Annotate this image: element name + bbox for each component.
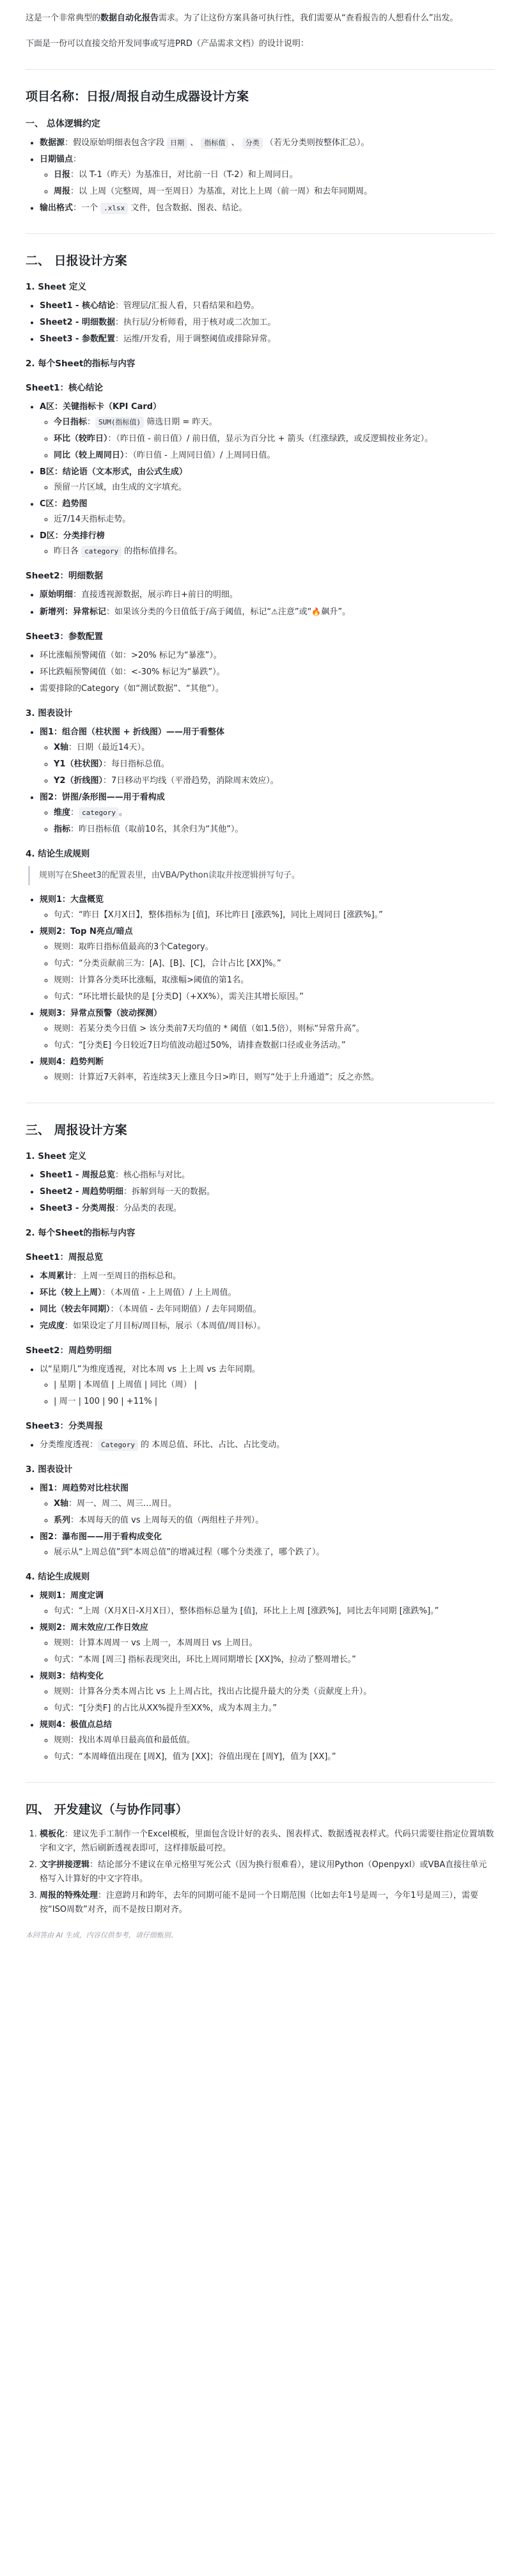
sheet-heading: Sheet3：参数配置: [26, 632, 103, 642]
list-item: • Sheet3 - 参数配置：运维/开发看，用于调整阈值或排除异常。: [40, 332, 495, 346]
sheet-heading: Sheet1：核心结论: [26, 383, 103, 393]
list-item: • 图2：饼图/条形图——用于看构成 ◦ 维度： category 。 ◦ 指标：昨日指标值（取前10名，其余归为“其他”）。: [40, 791, 495, 837]
list-item: ◦ 周报：以 上周（完整周，周一至周日）为基准，对比上上周（前一周）和去年同期周。: [54, 185, 495, 199]
list-item: ◦ 句式：“[分类E] 今日较近7日均值波动超过50%，请排查数据口径或业务活动。”: [54, 1039, 495, 1053]
blockquote: 规则写在Sheet3的配置表里，由VBA/Python读取并按逻辑拼写句子。: [28, 866, 495, 885]
list-item: • 图2：瀑布图——用于看构成变化 ◦ 展示从“上周总值”到“本周总值”的增减过程（哪个分类涨了，哪个跌了）。: [40, 1530, 495, 1560]
list-item: • 图1：周趋势对比柱状图 ◦ X轴：周一、周二、周三…周日。 ◦ 系列：本周每天的值 vs 上周每天的值（两组柱子并列）。: [40, 1482, 495, 1528]
sheet-heading: Sheet2：周趋势明细: [26, 1346, 112, 1356]
divider: [26, 69, 495, 70]
inline-code: 日期: [167, 137, 187, 149]
ai-disclaimer: 本回答由 AI 生成，内容仅供参考，请仔细甄别。: [26, 1931, 178, 1939]
warning-icon: ⚠: [271, 607, 278, 616]
list-item: • Sheet3 - 分类周报：分品类的表现。: [40, 1202, 495, 1216]
list-item: 1. 模板化：建议先手工制作一个Excel模板，里面包含设计好的表头、图表样式、数据透视表样式。代码只需要往指定位置填数字和文字，然后刷新透视表即可，这样排版最可控。: [40, 1827, 495, 1856]
inline-code: SUM(指标值): [95, 417, 144, 428]
list-item: ◦ 规则：计算本周周一 vs 上周一，本周周日 vs 上周日。: [54, 1636, 495, 1650]
list-item: ◦ 规则：取昨日指标值最高的3个Category。: [54, 940, 495, 954]
list-item: • 规则4：趋势判断 ◦ 规则：计算近7天斜率，若连续3天上涨且今日>昨日，则写“处于上升通道”；反之亦然。: [40, 1055, 495, 1085]
list-item: ◦ 指标：昨日指标值（取前10名，其余归为“其他”）。: [54, 823, 495, 837]
list-item: 3. 周报的特殊处理：注意跨月和跨年，去年的同期可能不是同一个日期范围（比如去年1号是周一，今年1号是周三），需要按“ISO周数”对齐，而不是按日期对齐。: [40, 1889, 495, 1917]
inline-code: category: [79, 807, 119, 819]
list-item: ◦ 预留一片区域，由生成的文字填充。: [54, 481, 495, 495]
list-item: ◦ 环比（较昨日）：（昨日值 - 前日值）/ 前日值，显示为百分比 + 箭头（红涨绿跌，或反逻辑按业务定）。: [54, 432, 495, 446]
list-item: ◦ 日报：以 T-1（昨天）为基准日，对比前一日（T-2）和上周同日。: [54, 168, 495, 182]
fire-icon: 🔥: [311, 607, 322, 616]
sheet-heading: Sheet2：明细数据: [26, 571, 103, 581]
list-item: ◦ 展示从“上周总值”到“本周总值”的增减过程（哪个分类涨了，哪个跌了）。: [54, 1546, 495, 1560]
subsection-heading: 4. 结论生成规则: [26, 1572, 90, 1582]
list-item: ◦ 句式：“[分类F] 的占比从XX%提升至XX%，成为本周主力。”: [54, 1702, 495, 1716]
list-item: • 数据源：假设原始明细表包含字段 日期 、 指标值 、 分类 （若无分类则按整体汇总）。: [40, 136, 495, 150]
divider: [26, 1782, 495, 1783]
list-item: ◦ 规则：计算各分类本周占比 vs 上上周占比，找出占比提升最大的分类（贡献度上升）。: [54, 1685, 495, 1699]
list-item: • 环比（较上上周）：（本周值 - 上上周值）/ 上上周值。: [40, 1286, 495, 1300]
list-item: ◦ 句式：“上周（X月X日-X月X日），整体指标总量为 [值]，环比上上周 [涨跌%]，同比去年同期 [涨跌%]。”: [54, 1604, 495, 1618]
section-heading: 一、 总体逻辑约定: [26, 119, 100, 129]
list-item: ◦ Y2（折线图）：7日移动平均线（平滑趋势，消除周末效应）。: [54, 774, 495, 788]
list-item: • B区：结论语（文本形式，由公式生成） ◦ 预留一片区域，由生成的文字填充。: [40, 465, 495, 495]
intro-paragraph-2: 下面是一份可以直接交给开发同事或写进PRD（产品需求文档）的设计说明：: [26, 39, 309, 49]
list-item: 2. 文字拼接逻辑：结论部分不建议在单元格里写死公式（因为换行很难看），建议用Python（Openpyxl）或VBA直接往单元格写入计算好的中文字符串。: [40, 1858, 495, 1886]
subsection-heading: 2. 每个Sheet的指标与内容: [26, 359, 136, 369]
list-item: ◦ X轴：周一、周二、周三…周日。: [54, 1497, 495, 1511]
list-item: • 本周累计：上周一至周日的指标总和。: [40, 1269, 495, 1284]
list-item: ◦ 今日指标： SUM(指标值) 筛选日期 = 昨天。: [54, 415, 495, 430]
subsection-heading: 3. 图表设计: [26, 708, 73, 718]
section-title-weekly: 三、 周报设计方案: [26, 1123, 127, 1137]
project-title: 项目名称：日报/周报自动生成器设计方案: [26, 89, 249, 104]
list-item: • 同比（较去年同期）：（本周值 - 去年同期值）/ 去年同期值。: [40, 1303, 495, 1317]
list-item: • C区：趋势图 ◦ 近7/14天指标走势。: [40, 497, 495, 527]
list-item: • 需要排除的Category（如“测试数据”、“其他”）。: [40, 682, 495, 696]
list-item: • 分类维度透视： Category 的 本周总值、环比、占比、占比变动。: [40, 1438, 495, 1452]
list-item: • 原始明细：直接透视源数据，展示昨日+前日的明细。: [40, 588, 495, 602]
list-item: • 规则2：Top N亮点/暗点 ◦ 规则：取昨日指标值最高的3个Category。 ◦ 句式：“分类贡献前三为：[A]、[B]、[C]，合计占比 [XX]%。” ◦ 规则：计算各分类环比涨幅，取涨幅>阈值的第1名。 ◦ 句式：“环比增长最快的是 [分类D]（+XX%），需关注其增长原因。”: [40, 925, 495, 1004]
list-item: ◦ 维度： category 。: [54, 806, 495, 820]
logic-list: [26, 136, 495, 215]
list-item: • Sheet1 - 核心结论：管理层/汇报人看，只看结果和趋势。: [40, 299, 495, 313]
list-item: • 规则1：大盘概览 ◦ 句式：“昨日【X月X日】，整体指标为 [值]，环比昨日 [涨跌%]，同比上周同日 [涨跌%]。”: [40, 893, 495, 922]
list-item: • 规则3：异常点预警（波动探测） ◦ 规则：若某分类今日值 > 该分类前7天均值的 * 阈值（如1.5倍），则标“异常升高”。 ◦ 句式：“[分类E] 今日较近7日均值波动超过50%，请排查数据口径或业务活动。”: [40, 1007, 495, 1053]
sheet-heading: Sheet1：周报总览: [26, 1252, 103, 1262]
subsection-heading: 1. Sheet 定义: [26, 282, 87, 292]
list-item: • 环比跌幅预警阈值（如：<-30% 标记为“暴跌”）。: [40, 665, 495, 679]
intro-paragraph-1: 这是一个非常典型的数据自动化报告需求。为了让这份方案具备可执行性，我们需要从“查看报告的人想看什么”出发。: [26, 13, 458, 23]
subsection-heading: 1. Sheet 定义: [26, 1151, 87, 1161]
subsection-heading: 3. 图表设计: [26, 1464, 73, 1475]
intro-bold: 数据自动化报告: [100, 13, 159, 23]
list-item: • 完成度：如果设定了月目标/周目标，展示（本周值/周目标）。: [40, 1319, 495, 1333]
list-item: • 日期锚点： ◦ 日报：以 T-1（昨天）为基准日，对比前一日（T-2）和上周同日。 ◦ 周报：以 上周（完整周，周一至周日）为基准，对比上上周（前一周）和去年同期周。: [40, 153, 495, 199]
list-item: ◦ 句式：“本周峰值出现在 [周X]，值为 [XX]；谷值出现在 [周Y]，值为 [XX]。”: [54, 1750, 495, 1764]
list-item: • 新增列：异常标记：如果该分类的今日值低于/高于阈值，标记“⚠注意”或“🔥飙升”。: [40, 605, 495, 619]
list-item: ◦ 规则：若某分类今日值 > 该分类前7天均值的 * 阈值（如1.5倍），则标“异常升高”。: [54, 1022, 495, 1036]
list-item: ◦ 系列：本周每天的值 vs 上周每天的值（两组柱子并列）。: [54, 1514, 495, 1528]
inline-code: 分类: [242, 137, 263, 149]
list-item: • 规则3：结构变化 ◦ 规则：计算各分类本周占比 vs 上上周占比，找出占比提升最大的分类（贡献度上升）。 ◦ 句式：“[分类F] 的占比从XX%提升至XX%，成为本周主力。”: [40, 1670, 495, 1716]
list-item: • D区：分类排行榜 ◦ 昨日各 category 的指标值排名。: [40, 529, 495, 559]
list-item: • 图1：组合图（柱状图 + 折线图）——用于看整体 ◦ X轴：日期（最近14天）。 ◦ Y1（柱状图）：每日指标总值。 ◦ Y2（折线图）：7日移动平均线（平滑趋势，消除周末效应）。: [40, 725, 495, 788]
sheet-heading: Sheet3：分类周报: [26, 1421, 103, 1431]
list-item: • A区：关键指标卡（KPI Card） ◦ 今日指标： SUM(指标值) 筛选日期 = 昨天。 ◦ 环比（较昨日）：（昨日值 - 前日值）/ 前日值，显示为百分比 + 箭头（红涨绿跌，或反逻辑按业务定）。 ◦ 同比（较上周同日）：（昨日值 - 上周同日值）/ 上周同日值。: [40, 400, 495, 463]
list-item: ◦ 同比（较上周同日）：（昨日值 - 上周同日值）/ 上周同日值。: [54, 449, 495, 463]
list-item: ◦ 句式：“环比增长最快的是 [分类D]（+XX%），需关注其增长原因。”: [54, 990, 495, 1004]
list-item: ◦ 规则：计算各分类环比涨幅，取涨幅>阈值的第1名。: [54, 974, 495, 988]
list-item: • 规则2：周末效应/工作日效应 ◦ 规则：计算本周周一 vs 上周一，本周周日 vs 上周日。 ◦ 句式：“本周 [周三] 指标表现突出，环比上周同期增长 [XX]%，拉动了整周增长。”: [40, 1621, 495, 1667]
list-item: ◦ X轴：日期（最近14天）。: [54, 741, 495, 755]
list-item: • 环比涨幅预警阈值（如：>20% 标记为“暴涨”）。: [40, 649, 495, 663]
table-row: ◦ | 星期 | 本周值 | 上周值 | 同比（周） |: [54, 1378, 495, 1392]
table-row: ◦ | 周一 | 100 | 90 | +11% |: [54, 1395, 495, 1409]
divider: [26, 233, 495, 234]
list-item: ◦ 句式：“本周 [周三] 指标表现突出，环比上周同期增长 [XX]%，拉动了整周增长。”: [54, 1653, 495, 1667]
list-item: • Sheet1 - 周报总览：核心指标与对比。: [40, 1168, 495, 1183]
list-item: ◦ 规则：计算近7天斜率，若连续3天上涨且今日>昨日，则写“处于上升通道”；反之亦然。: [54, 1071, 495, 1085]
inline-code: category: [81, 546, 121, 557]
list-item: ◦ 句式：“分类贡献前三为：[A]、[B]、[C]，合计占比 [XX]%。”: [54, 957, 495, 971]
inline-code: Category: [98, 1439, 138, 1451]
list-item: ◦ 规则：找出本周单日最高值和最低值。: [54, 1734, 495, 1748]
list-item: • 规则1：周度定调 ◦ 句式：“上周（X月X日-X月X日），整体指标总量为 [值]，环比上上周 [涨跌%]，同比去年同期 [涨跌%]。”: [40, 1589, 495, 1618]
list-item: • 以“星期几”为维度透视，对比本周 vs 上上周 vs 去年同期。 ◦ | 星期 | 本周值 | 上周值 | 同比（周） | ◦ | 周一 | 100 | 90 | +11% |: [40, 1363, 495, 1409]
section-title-daily: 二、 日报设计方案: [26, 254, 127, 268]
list-item: ◦ 昨日各 category 的指标值排名。: [54, 545, 495, 559]
list-item: ◦ 近7/14天指标走势。: [54, 513, 495, 527]
inline-code: 指标值: [201, 137, 228, 149]
subsection-heading: 4. 结论生成规则: [26, 849, 90, 859]
subsection-heading: 2. 每个Sheet的指标与内容: [26, 1228, 136, 1238]
list-item: • Sheet2 - 周趋势明细：拆解到每一天的数据。: [40, 1185, 495, 1199]
list-item: ◦ Y1（柱状图）：每日指标总值。: [54, 757, 495, 772]
list-item: • 输出格式：一个 .xlsx 文件，包含数据、图表、结论。: [40, 201, 495, 215]
list-item: ◦ 句式：“昨日【X月X日】，整体指标为 [值]，环比昨日 [涨跌%]，同比上周同日 [涨跌%]。”: [54, 908, 495, 922]
list-item: • 规则4：极值点总结 ◦ 规则：找出本周单日最高值和最低值。 ◦ 句式：“本周峰值出现在 [周X]，值为 [XX]；谷值出现在 [周Y]，值为 [XX]。”: [40, 1718, 495, 1764]
inline-code: .xlsx: [100, 203, 128, 214]
list-item: • Sheet2 - 明细数据：执行层/分析师看，用于核对或二次加工。: [40, 316, 495, 330]
section-title-dev: 四、 开发建议（与协作同事）: [26, 1803, 188, 1817]
intro-section: [26, 12, 495, 51]
